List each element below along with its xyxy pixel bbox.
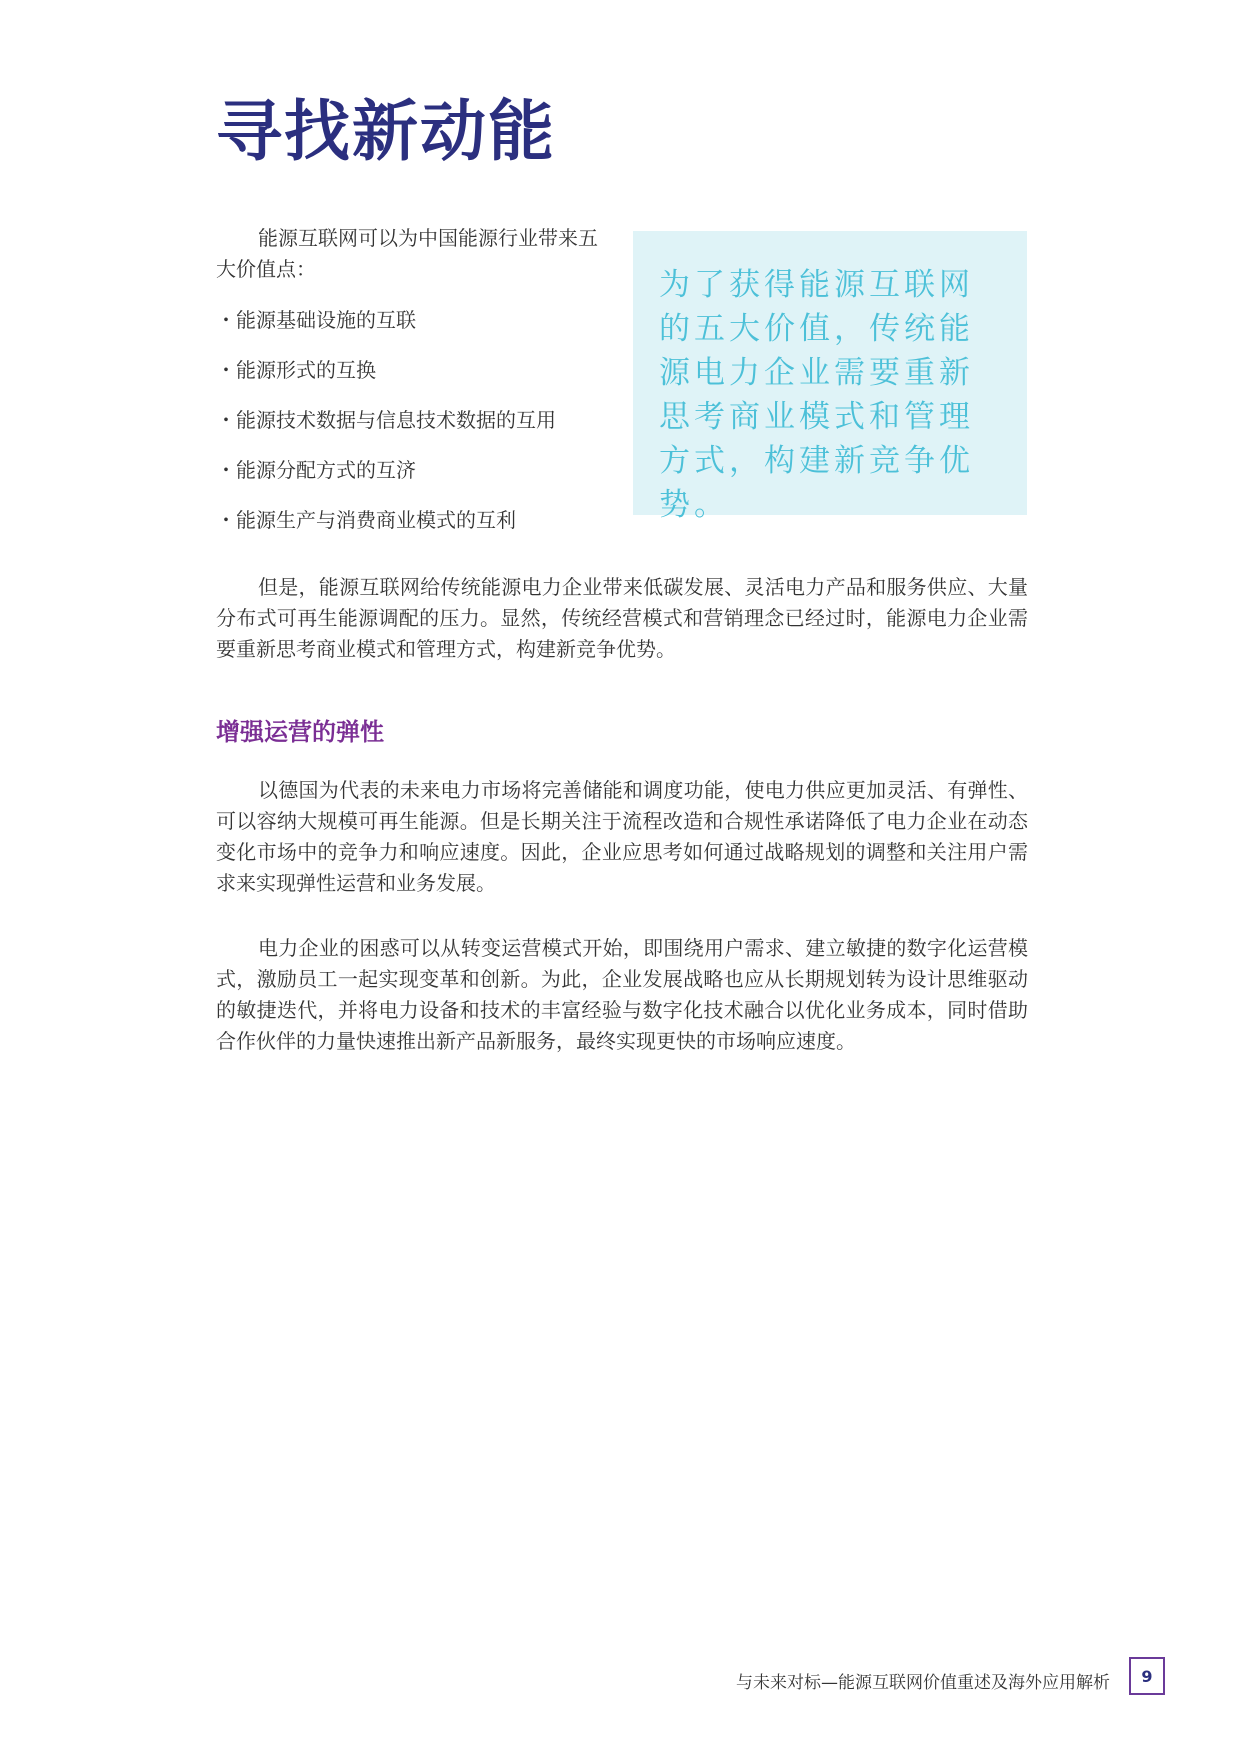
pull-quote-text: 为了获得能源互联网的五大价值，传统能源电力企业需要重新思考商业模式和管理方式，构建新竞争优势。 [659, 267, 974, 523]
list-item: ・能源形式的互换 [216, 358, 376, 382]
list-item: ・能源基础设施的互联 [216, 308, 416, 332]
list-item: ・能源生产与消费商业模式的互利 [216, 508, 516, 532]
value-points-list [216, 305, 616, 555]
page-title: 寻找新动能 [216, 93, 556, 170]
body-paragraph-3: 电力企业的困惑可以从转变运营模式开始，即围绕用户需求、建立敏捷的数字化运营模式，激励员工一起实现变革和创新。为此，企业发展战略也应从长期规划转为设计思维驱动的敏捷迭代，并将电力设备和技术的丰富经验与数字化技术融合以优化业务成本，同时借助合作伙伴的力量快速推出新产品新服务，最终实现更快的市场响应速度。 [216, 936, 1028, 1053]
pull-quote-box [633, 231, 1027, 523]
footer-doc-title: 与未来对标—能源互联网价值重述及海外应用解析 [736, 1673, 1110, 1693]
list-item: ・能源技术数据与信息技术数据的互用 [216, 408, 556, 432]
body-paragraph-2: 以德国为代表的未来电力市场将完善储能和调度功能，使电力供应更加灵活、有弹性、可以容纳大规模可再生能源。但是长期关注于流程改造和合规性承诺降低了电力企业在动态变化市场中的竞争力和响应速度。因此，企业应思考如何通过战略规划的调整和关注用户需求来实现弹性运营和业务发展。 [216, 778, 1028, 895]
section-heading: 增强运营的弹性 [216, 718, 384, 746]
intro-text: 能源互联网可以为中国能源行业带来五大价值点： [216, 226, 598, 281]
list-item: ・能源分配方式的互济 [216, 458, 416, 482]
body-paragraph-1: 但是，能源互联网给传统能源电力企业带来低碳发展、灵活电力产品和服务供应、大量分布式可再生能源调配的压力。显然，传统经营模式和营销理念已经过时，能源电力企业需要重新思考商业模式和管理方式，构建新竞争优势。 [216, 575, 1028, 661]
page-number: 9 [1129, 1657, 1165, 1695]
